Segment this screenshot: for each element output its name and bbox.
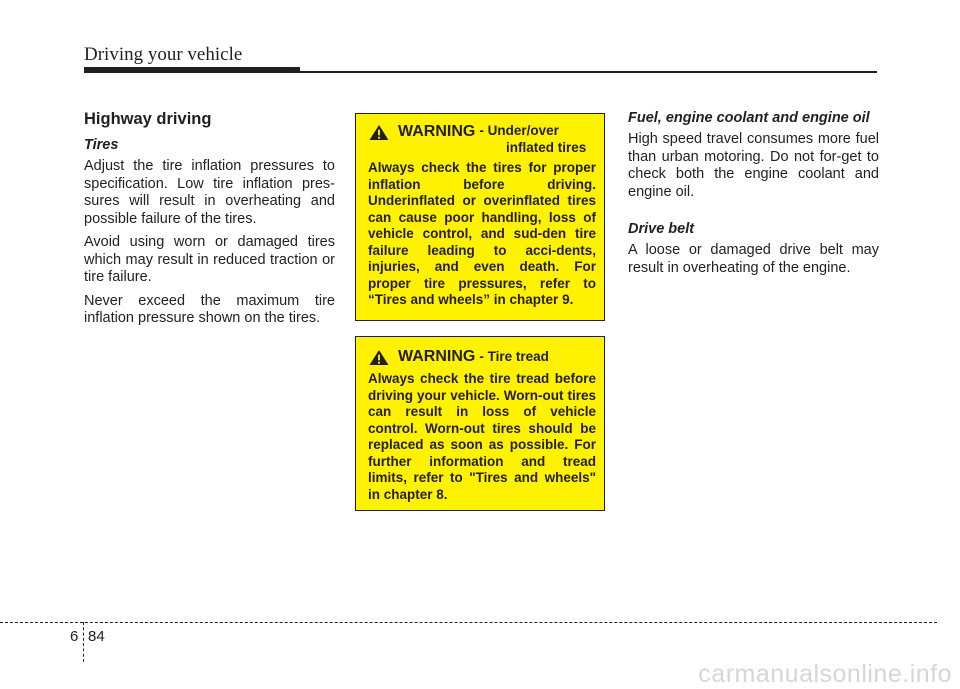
- chapter-number: 6: [70, 628, 79, 645]
- worn-tires-paragraph: Avoid using worn or damaged tires which may result in reduced traction or tire failure.: [84, 234, 335, 285]
- fuel-coolant-oil-heading: Fuel, engine coolant and engine oil: [628, 110, 870, 126]
- warning-box-tread: [355, 336, 605, 511]
- page-number: 84: [88, 628, 105, 645]
- warning-label: WARNING: [398, 348, 476, 365]
- warning-text: Always check the tires for proper inflation before driving. Underinflated or overinflated tires can cause poor handling, loss of vehicle control, and sud-den tire failure leading to acci-dents, injuries, and even death. For proper tire pressures, refer to “Tires and wheels” in chapter 9.: [368, 160, 596, 307]
- max-pressure-paragraph: Never exceed the maximum tire inflation pressure shown on the tires.: [84, 292, 335, 326]
- page-number-divider: [83, 622, 84, 662]
- header-rule-accent: [84, 67, 300, 73]
- drive-belt-paragraph: A loose or damaged drive belt may result in overheating of the engine.: [628, 242, 879, 276]
- tires-heading: Tires: [84, 137, 119, 153]
- fuel-paragraph: High speed travel consumes more fuel than urban motoring. Do not for-get to check both the engine coolant and engine oil.: [628, 131, 879, 200]
- warning-subtitle: - Tire tread: [479, 349, 549, 364]
- watermark: carmanualsonline.info: [698, 660, 952, 688]
- highway-driving-heading: Highway driving: [84, 110, 212, 128]
- warning-subtitle-cont: inflated tires: [506, 140, 587, 155]
- right-column: [628, 110, 879, 283]
- warning-triangle-icon: [368, 349, 390, 366]
- drive-belt-heading: Drive belt: [628, 221, 695, 237]
- warning-triangle-icon: [368, 124, 390, 141]
- left-column: [84, 110, 335, 334]
- tire-pressure-paragraph: Adjust the tire inflation pressures to specification. Low tire inflation pres-sures will result in overheating and possible failure of the tires.: [84, 158, 335, 227]
- warning-label: WARNING: [398, 123, 476, 140]
- page-header-title: Driving your vehicle: [84, 44, 243, 65]
- footer-rule: [0, 622, 937, 623]
- warning-subtitle: - Under/over: [479, 123, 559, 138]
- warning-box-inflation: [355, 113, 605, 321]
- warning-text: Always check the tire tread before driving your vehicle. Worn-out tires can result in loss of vehicle control. Worn-out tires should be replaced as soon as possible. For further information and tread limits, refer to "Tires and wheels" in chapter 8.: [368, 371, 596, 502]
